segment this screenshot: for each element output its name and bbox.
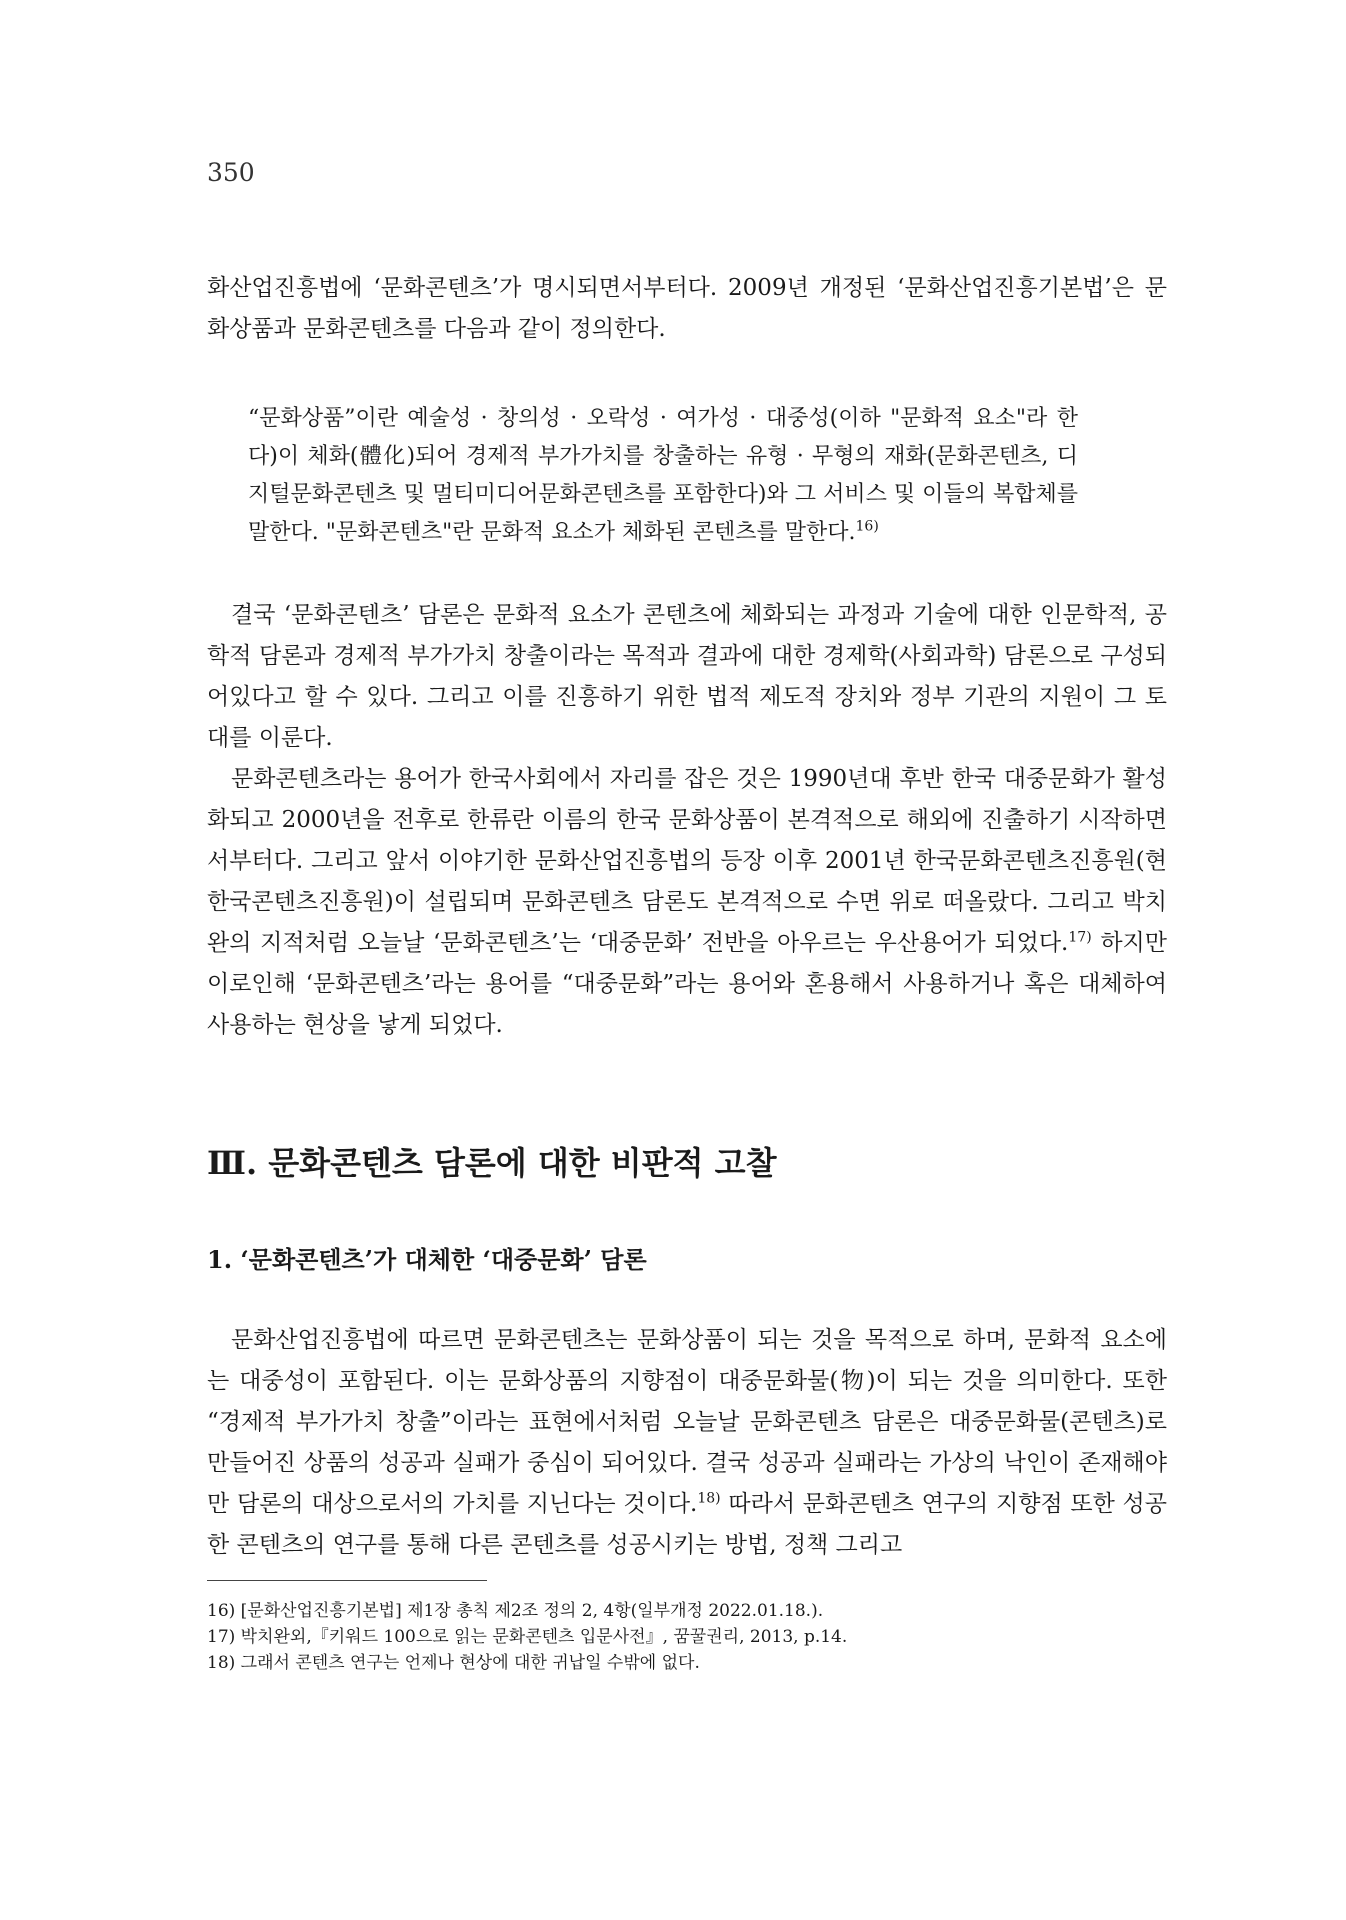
intro-paragraph-block xyxy=(207,268,1167,350)
definition-quote xyxy=(248,400,1078,552)
paragraph-3-text: 문화콘텐츠라는 용어가 한국사회에서 자리를 잡은 것은 1990년대 후반 한국 대중문화가 활성화되고 2000년을 전후로 한류란 이름의 한국 문화상품이 본격적으로 해외에 진출하기 시작하면서부터다. 그리고 앞서 이야기한 문화산업진흥법의 등장 이후 2001년 한국문화콘텐츠진흥원(현 한국콘텐츠진흥원)이 설립되며 문화콘텐츠 담론도 본격적으로 수면 위로 떠올랐다. 그리고 박치완의 지적처럼 오늘날 ‘문화콘텐츠’는 ‘대중문화’ 전반을 아우르는 우산용어가 되었다. xyxy=(207,766,1167,956)
main-body xyxy=(207,595,1167,1046)
paragraph-4-continuation: 따라서 문화콘텐츠 연구의 지향점 또한 성공한 콘텐츠의 연구를 통해 다른 콘텐츠를 성공시키는 방법, 정책 그리고 xyxy=(207,1491,1167,1558)
paragraph-3 xyxy=(207,759,1167,1046)
page-number: 350 xyxy=(207,158,255,187)
paragraph-4 xyxy=(207,1320,1167,1566)
quote-text: “문화상품”이란 예술성 · 창의성 · 오락성 · 여가성 · 대중성(이하 "문화적 요소"라 한다)이 체화(體化)되어 경제적 부가가치를 창출하는 유형 · 무형의 재화(문화콘텐츠, 디지털문화콘텐츠 및 멀티미디어문화콘텐츠를 포함한다)와 그 서비스 및 이들의 복합체를 말한다. "문화콘텐츠"란 문화적 요소가 체화된 콘텐츠를 말한다. xyxy=(248,406,1078,545)
footnote-17: 17) 박치완외,『키워드 100으로 읽는 문화콘텐츠 입문사전』, 꿈꿀권리, 2013, p.14. xyxy=(207,1627,848,1647)
subsection-heading: 1. ‘문화콘텐츠’가 대체한 ‘대중문화’ 담론 xyxy=(207,1245,647,1274)
footnote-ref-17[interactable]: 17) xyxy=(1068,929,1092,946)
footnote-ref-18[interactable]: 18) xyxy=(697,1490,721,1507)
section-body xyxy=(207,1320,1167,1566)
footnote-ref-16[interactable]: 16) xyxy=(855,518,879,535)
footnotes-list xyxy=(207,1598,1167,1676)
footnote-16: 16) [문화산업진흥기본법] 제1장 총칙 제2조 정의 2, 4항(일부개정 2022.01.18.). xyxy=(207,1601,824,1621)
paragraph-2: 결국 ‘문화콘텐츠’ 담론은 문화적 요소가 콘텐츠에 체화되는 과정과 기술에 대한 인문학적, 공학적 담론과 경제적 부가가치 창출이라는 목적과 결과에 대한 경제학(사회과학) 담론으로 구성되어있다고 할 수 있다. 그리고 이를 진흥하기 위한 법적 제도적 장치와 정부 기관의 지원이 그 토대를 이룬다. xyxy=(207,602,1167,751)
footnote-divider xyxy=(207,1580,487,1581)
paragraph-3-continuation: 하지만 이로인해 ‘문화콘텐츠’라는 용어를 “대중문화”라는 용어와 혼용해서 사용하거나 혹은 대체하여 사용하는 현상을 낳게 되었다. xyxy=(207,930,1167,1038)
paragraph-4-text: 문화산업진흥법에 따르면 문화콘텐츠는 문화상품이 되는 것을 목적으로 하며, 문화적 요소에는 대중성이 포함된다. 이는 문화상품의 지향점이 대중문화물(物)이 되는 것을 의미한다. 또한 “경제적 부가가치 창출”이라는 표현에서처럼 오늘날 문화콘텐츠 담론은 대중문화물(콘텐츠)로 만들어진 상품의 성공과 실패가 중심이 되어있다. 결국 성공과 실패라는 가상의 낙인이 존재해야만 담론의 대상으로서의 가치를 지닌다는 것이다. xyxy=(207,1327,1167,1517)
intro-paragraph: 화산업진흥법에 ‘문화콘텐츠’가 명시되면서부터다. 2009년 개정된 ‘문화산업진흥기본법’은 문화상품과 문화콘텐츠를 다음과 같이 정의한다. xyxy=(207,275,1167,342)
section-heading: Ⅲ. 문화콘텐츠 담론에 대한 비판적 고찰 xyxy=(207,1144,777,1182)
footnote-18: 18) 그래서 콘텐츠 연구는 언제나 현상에 대한 귀납일 수밖에 없다. xyxy=(207,1653,700,1673)
